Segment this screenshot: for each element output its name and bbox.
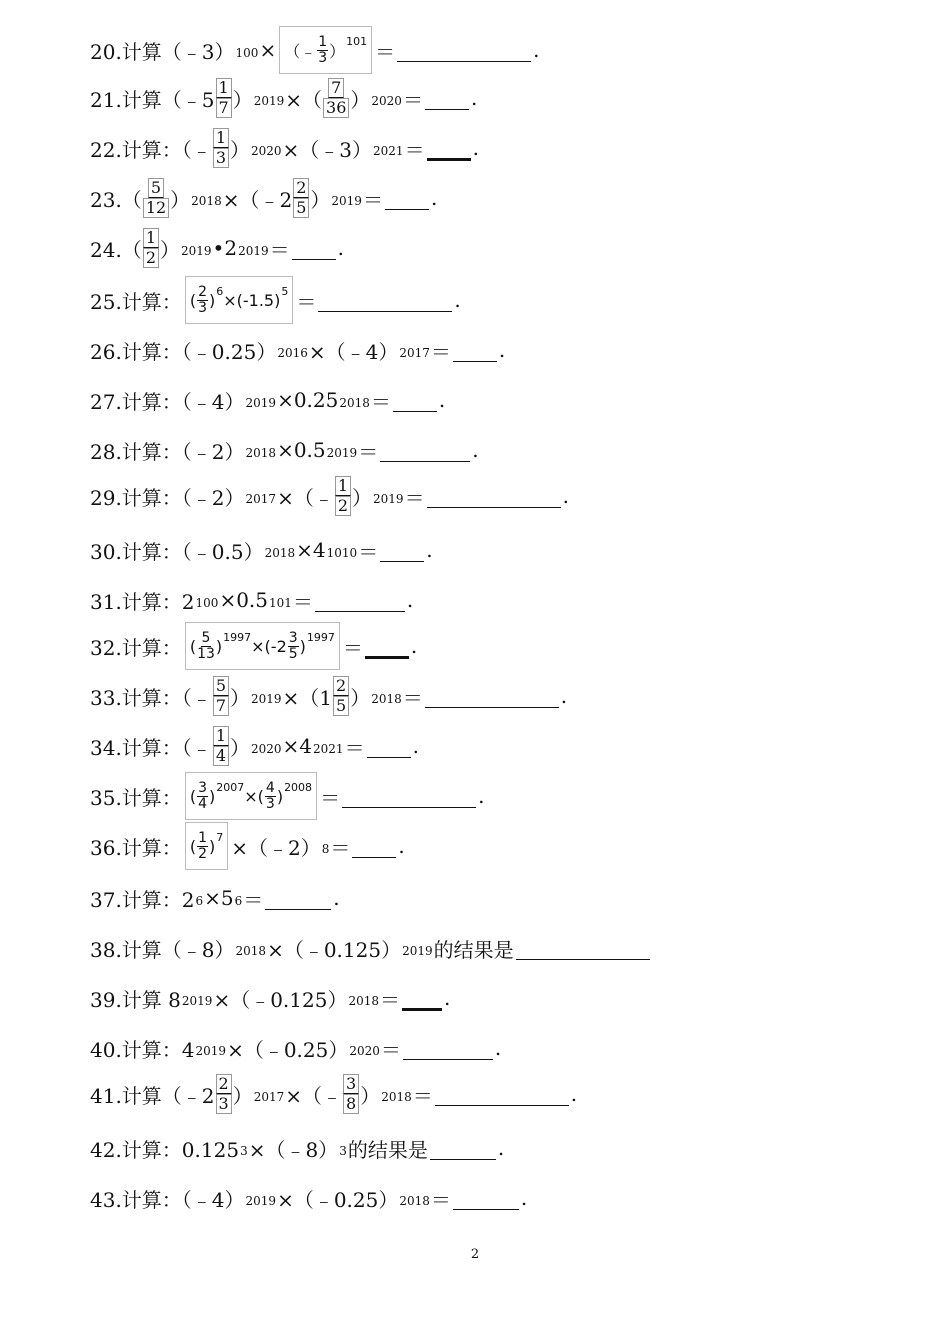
answer-blank[interactable] [453,1187,519,1210]
formula-middle: ×(-1.5) [223,290,281,310]
exponent: 2019 [245,1194,277,1208]
operator: ×（﹣0.25） [277,1187,399,1212]
fraction [197,781,208,812]
exponent: 8 [321,842,330,856]
denominator: 3 [318,49,328,66]
result-phrase: 的结果是 [347,1137,428,1162]
paren: ） [310,187,331,212]
period: . [426,538,433,562]
result-phrase: 的结果是 [433,937,514,962]
formula-image [185,772,317,820]
numerator: 1 [216,78,232,98]
equals: ＝ [412,1083,433,1108]
paren: ( [189,636,197,656]
problem-text: 28.计算：（﹣2） [90,439,245,464]
period: . [438,388,446,412]
fraction [143,178,169,218]
numerator: 1 [318,33,328,50]
equals: ＝ [402,87,423,112]
problem-43 [90,1178,527,1218]
paren: （﹣ [284,41,317,61]
equals: ＝ [380,1037,401,1062]
problem-text: 21.计算（﹣5 [90,87,215,112]
numerator: 1 [198,829,207,846]
operator: × [259,38,277,62]
problem-37 [90,878,340,918]
exponent: 100 [235,46,259,60]
paren: ） [160,237,180,262]
equals: ＝ [243,887,264,912]
exponent: 101 [269,596,292,610]
exponent: 2019 [181,994,213,1008]
formula-middle: ×(-2 [251,636,287,656]
exponent: 2018 [264,546,296,560]
fraction [197,285,208,316]
answer-blank[interactable] [265,887,331,910]
exponent: 2007 [216,780,245,794]
denominator: 3 [216,1094,232,1114]
paren: ( [189,836,197,856]
problem-31 [90,580,413,620]
operator: ×（﹣0.125） [267,937,402,962]
exponent: 2018 [339,396,370,410]
problem-text: 29.计算：（﹣2） [90,485,245,510]
denominator: 7 [213,696,229,716]
paren: ） [230,685,250,710]
problem-text: 40.计算：4 [90,1037,195,1062]
paren: ） [232,1083,253,1108]
paren: ） [170,187,191,212]
answer-blank[interactable] [365,634,409,659]
problem-21 [90,78,477,118]
problem-text: 26.计算：（﹣0.25） [90,339,277,364]
period: . [478,784,485,808]
denominator: 2 [198,845,207,862]
formula-image [185,622,340,670]
numerator: 5 [148,178,164,198]
period: . [472,136,479,160]
exponent: 2018 [371,692,402,706]
problem-text: 34.计算：（﹣ [90,735,212,760]
paren: ( [189,786,197,806]
equals: ＝ [296,289,317,314]
exponent: 2021 [313,742,344,756]
fraction [288,631,299,662]
period: . [498,338,506,362]
paren: ） [352,485,373,510]
problem-text: 35.计算： [90,785,182,810]
paren: ) [208,290,216,310]
answer-blank[interactable] [430,1137,496,1160]
operator: •2 [212,236,238,260]
answer-blank[interactable] [403,1037,493,1060]
problem-27 [90,380,445,420]
exponent: 2020 [251,144,282,158]
exponent: 2020 [251,742,282,756]
exponent: 2019 [402,944,433,958]
operator: ×（﹣0.125） [213,987,348,1012]
numerator: 1 [143,228,159,248]
answer-blank[interactable] [397,39,531,62]
denominator: 5 [293,198,309,218]
problem-32 [90,626,417,666]
exponent: 2019 [181,244,212,258]
answer-blank[interactable] [402,986,442,1011]
period: . [398,834,405,858]
exponent: 1010 [326,546,358,560]
answer-blank[interactable] [393,389,437,412]
denominator: 36 [323,98,349,118]
numerator: 1 [213,726,229,746]
denominator: 5 [333,696,349,716]
problem-text: 20.计算（﹣3） [90,39,235,64]
answer-blank[interactable] [425,685,559,708]
problem-29 [90,476,569,516]
denominator: 3 [213,148,229,168]
equals: ＝ [430,339,451,364]
problem-text: 22.计算：（﹣ [90,137,212,162]
paren: ) [208,836,216,856]
denominator: 12 [143,198,169,218]
numerator: 2 [333,676,349,696]
exponent: 2008 [284,780,313,794]
fraction [197,831,208,862]
numerator: 2 [198,283,207,300]
numerator: 1 [335,476,351,496]
problem-41 [90,1074,577,1114]
exponent: 2016 [277,346,308,360]
equals: ＝ [292,589,313,614]
formula-image [185,822,228,870]
operator: ×0.5 [277,438,326,462]
problem-22 [90,128,479,168]
problem-25 [90,280,461,320]
page-number: 2 [470,1247,480,1262]
equals: ＝ [404,485,425,510]
problem-text: 38.计算（﹣8） [90,937,235,962]
answer-blank[interactable] [315,589,405,612]
paren: ） [329,41,346,61]
fraction [143,228,159,268]
exponent: 2017 [245,492,277,506]
period: . [410,634,418,658]
numerator: 1 [213,128,229,148]
paren: ) [299,636,306,656]
exponent: 2019 [238,244,269,258]
equals: ＝ [402,685,423,710]
answer-blank[interactable] [292,237,336,260]
equals: ＝ [404,137,425,162]
operator: ×（﹣8） [248,1137,339,1162]
equals: ＝ [375,39,396,64]
paren: ） [232,87,253,112]
numerator: 2 [216,1074,232,1094]
operator: ×0.5 [219,588,269,612]
fraction [323,78,349,118]
problem-text: 24.（ [90,237,142,262]
answer-blank[interactable] [352,835,396,858]
equals: ＝ [430,1187,451,1212]
formula-image [279,26,372,74]
problem-text: 32.计算： [90,635,182,660]
exponent: 6 [234,894,243,908]
operator: ×4 [296,538,326,562]
period: . [333,886,340,910]
equals: ＝ [269,237,290,262]
exponent: 2019 [253,94,285,108]
answer-blank[interactable] [427,136,471,161]
problem-30 [90,530,433,570]
operator: ×（﹣4） [308,339,399,364]
period: . [533,38,540,62]
denominator: 8 [343,1094,359,1114]
paren: ） [360,1083,381,1108]
numerator: 4 [265,779,275,796]
denominator: 4 [198,795,207,812]
paren: ) [208,786,216,806]
operator: ×（﹣3） [282,137,373,162]
problem-text: 36.计算： [90,835,182,860]
problem-36 [90,826,405,866]
operator: ×（﹣ [277,485,334,510]
operator: ×（﹣0.25） [227,1037,349,1062]
problem-24 [90,228,344,268]
problem-text: 30.计算：（﹣0.5） [90,539,264,564]
exponent: 2018 [235,944,267,958]
exponent: 2019 [195,1044,227,1058]
answer-blank[interactable] [453,339,497,362]
exponent: 1997 [223,630,252,644]
answer-blank[interactable] [516,937,650,960]
exponent: 2017 [253,1090,285,1104]
fraction [317,35,328,66]
equals: ＝ [342,635,363,660]
fraction [265,781,276,812]
exponent: 101 [346,34,368,48]
period: . [406,588,414,612]
numerator: 2 [293,178,309,198]
period: . [454,288,461,312]
problem-text: 42.计算：0.125 [90,1137,240,1162]
operator: ×（﹣2 [222,187,293,212]
period: . [444,986,451,1010]
problem-42 [90,1128,504,1168]
equals: ＝ [344,735,365,760]
operator: ×5 [204,886,234,910]
period: . [497,1136,505,1160]
exponent: 6 [216,284,224,298]
exponent: 2018 [191,194,222,208]
paren: ） [230,735,250,760]
problem-text: 41.计算（﹣2 [90,1083,215,1108]
exponent: 2019 [251,692,282,706]
period: . [472,438,479,462]
denominator: 2 [335,496,351,516]
answer-blank[interactable] [367,735,411,758]
period: . [520,1186,528,1210]
answer-blank[interactable] [318,289,452,312]
problem-23 [90,178,437,218]
answer-blank[interactable] [435,1083,569,1106]
paren: ） [230,137,250,162]
operator: ×0.25 [277,388,339,412]
operator: ×4 [282,734,313,758]
formula-image [185,276,294,324]
paren: ) [276,786,284,806]
denominator: 3 [265,795,275,812]
exponent: 2019 [331,194,362,208]
exponent: 2021 [373,144,404,158]
operator: ×（﹣ [285,1083,343,1108]
problem-text: 37.计算：2 [90,887,195,912]
formula-middle: ×( [244,786,264,806]
period: . [430,186,438,210]
equals: ＝ [320,785,341,810]
paren: ） [350,87,371,112]
exponent: 3 [339,1144,347,1158]
problem-39 [90,978,450,1018]
answer-blank[interactable] [425,87,469,110]
problem-text: 31.计算：2 [90,589,195,614]
problem-text: 39.计算 8 [90,987,181,1012]
numerator: 3 [198,779,207,796]
fraction [213,676,229,716]
exponent: 1997 [306,630,335,644]
equals: ＝ [358,439,379,464]
problem-text: 23.（ [90,187,142,212]
fraction [333,676,349,716]
fraction [213,726,229,766]
denominator: 7 [216,98,232,118]
answer-blank[interactable] [380,439,470,462]
fraction [216,78,232,118]
numerator: 7 [328,78,344,98]
problem-text: 27.计算：（﹣4） [90,389,245,414]
exponent: 2017 [399,346,430,360]
exponent: 2018 [348,994,379,1008]
equals: ＝ [330,835,351,860]
period: . [470,86,478,110]
fraction [213,128,229,168]
exponent: 2019 [326,446,358,460]
exponent: 2019 [373,492,404,506]
equals: ＝ [380,987,400,1012]
numerator: 5 [213,676,229,696]
equals: ＝ [358,539,379,564]
exponent: 5 [281,284,289,298]
operator: ×（1 [282,685,333,710]
denominator: 13 [197,645,215,662]
problem-text: 43.计算：（﹣4） [90,1187,245,1212]
fraction [293,178,309,218]
problem-28 [90,430,479,470]
period: . [562,484,569,508]
numerator: 3 [343,1074,359,1094]
exponent: 2018 [381,1090,412,1104]
exponent: 2018 [245,446,277,460]
fraction [343,1074,359,1114]
problem-text: 33.计算：（﹣ [90,685,212,710]
denominator: 2 [143,248,159,268]
exponent: 3 [240,1144,248,1158]
denominator: 5 [288,645,298,662]
exponent: 2019 [245,396,277,410]
fraction [197,631,215,662]
period: . [570,1082,578,1106]
problem-34 [90,726,419,766]
numerator: 3 [288,629,298,646]
numerator: 5 [201,629,211,646]
problem-26 [90,330,505,370]
exponent: 2018 [399,1194,430,1208]
exponent: 2020 [371,94,402,108]
period: . [337,236,344,260]
fraction [216,1074,232,1114]
exponent: 7 [216,830,224,844]
answer-blank[interactable] [380,539,424,562]
operator: ×（ [285,87,323,112]
problem-33 [90,676,567,716]
answer-blank[interactable] [427,485,561,508]
operator: ×（﹣2） [231,835,321,860]
problem-40 [90,1028,501,1068]
equals: ＝ [370,389,391,414]
denominator: 3 [198,299,207,316]
answer-blank[interactable] [342,785,476,808]
problem-38 [90,928,652,968]
problem-text: 25.计算： [90,289,182,314]
paren: ) [215,636,223,656]
period: . [494,1036,502,1060]
fraction [335,476,351,516]
period: . [560,684,568,708]
exponent: 100 [195,596,219,610]
equals: ＝ [362,187,383,212]
denominator: 4 [213,746,229,766]
paren: ( [189,290,197,310]
exponent: 2020 [349,1044,380,1058]
answer-blank[interactable] [385,187,429,210]
paren: ） [350,685,371,710]
exponent: 6 [195,894,204,908]
problem-20 [90,30,540,70]
period: . [412,734,419,758]
problem-35 [90,776,484,816]
